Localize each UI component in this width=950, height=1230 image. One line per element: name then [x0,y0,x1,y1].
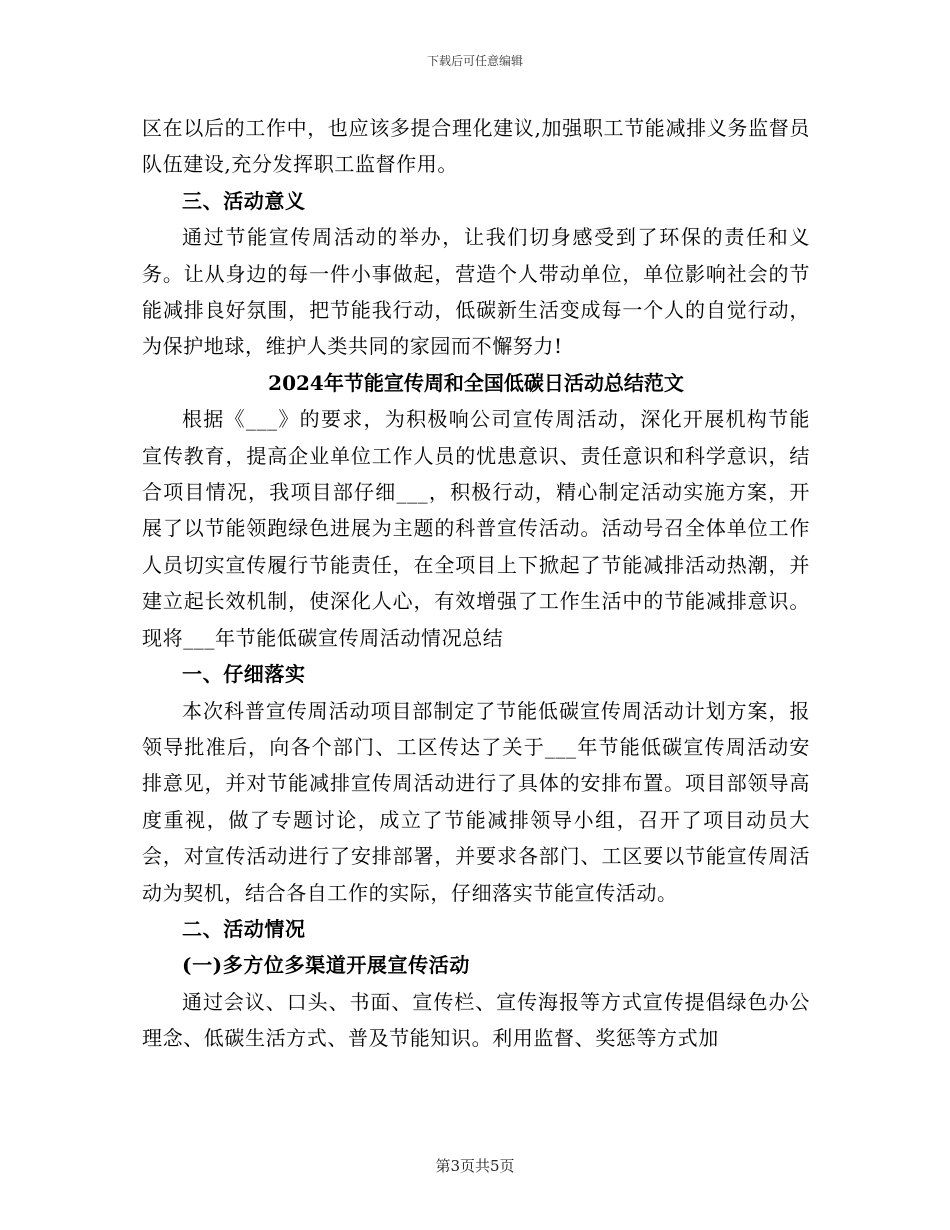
paragraph-implementation: 本次科普宣传周活动项目部制定了节能低碳宣传周活动计划方案，报领导批准后，向各个部门、工区传达了关于___年节能低碳宣传周活动安排意见，并对节能减排宣传周活动进行了具体的安排布置。项目部领导高度重视，做了专题讨论，成立了节能减排领导小组，召开了项目动员大会，对宣传活动进行了安排部署，并要求各部门、工区要以节能宣传周活动为契机，结合各自工作的实际，仔细落实节能宣传活动。 [142,698,810,905]
page-header: 下载后可任意编辑 [426,54,523,68]
paragraph-intro: 根据《___》的要求，为积极响公司宣传周活动，深化开展机构节能宣传教育，提高企业单位工作人员的忧患意识、责任意识和科学意识，结合项目情况，我项目部仔细___，积极行动，精心制定活动实施方案，开展了以节能领跑绿色进展为主题的科普宣传活动。活动号召全体单位工作人员切实宣传履行节能责任，在全项目上下掀起了节能减排活动热潮，并建立起长效机制，使深化人心，有效增强了工作生活中的节能减排意识。现将___年节能低碳宣传周活动情况总结 [142,407,810,650]
paragraph-continuation: 区在以后的工作中，也应该多提合理化建议,加强职工节能减排义务监督员队伍建设,充分发挥职工监督作用。 [142,116,810,177]
section-heading-activities: 二、活动情况 [182,916,306,941]
paragraph-significance: 通过节能宣传周活动的举办，让我们切身感受到了环保的责任和义务。让从身边的每一件小事做起，营造个人带动单位，单位影响社会的节能减排良好氛围，把节能我行动，低碳新生活变成每一个人的自觉行动，为保护地球，维护人类共同的家园而不懈努力! [142,225,810,359]
document-title: 2024年节能宣传周和全国低碳日活动总结范文 [268,370,684,395]
page-number: 第3页共5页 [435,1157,515,1175]
subsection-heading-promotion: (一)多方位多渠道开展宣传活动 [182,953,470,978]
section-heading-implementation: 一、仔细落实 [182,662,306,687]
document-body [142,110,810,1057]
paragraph-promotion: 通过会议、口头、书面、宣传栏、宣传海报等方式宣传提倡绿色办公理念、低碳生活方式、普及节能知识。利用监督、奖惩等方式加 [142,989,810,1051]
section-heading-significance: 三、活动意义 [182,188,306,213]
